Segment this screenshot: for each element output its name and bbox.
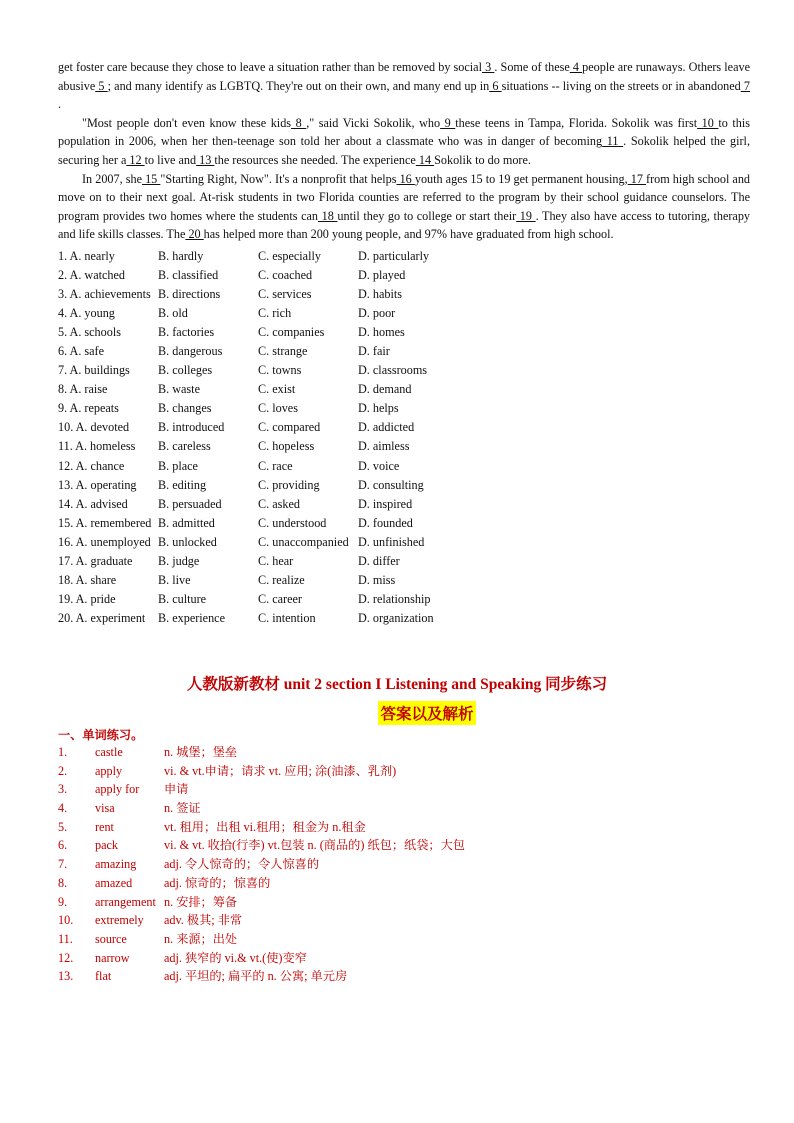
cloze-blank: 3 [481,60,495,74]
answer-section-subtitle [0,701,794,725]
option-choice: B. old [158,306,188,321]
option-choice: B. unlocked [158,534,217,549]
passage-text: the resources she needed. The experience [214,152,416,167]
option-choice: 11. A. homeless [58,439,136,454]
option-choice: C. coached [258,268,313,283]
option-choice: 15. A. remembered [58,515,152,530]
option-choice: B. changes [158,401,212,416]
passage-text: ; and many identify as LGBTQ. They're out on their own, and many end up in [107,78,490,93]
option-choice: B. careless [158,439,211,454]
option-choice: C. rich [258,306,292,321]
passage-text: has helped more than 200 young people, and 97% have graduated from high school. [203,227,614,242]
vocab-word: amazed [95,875,133,890]
vocab-definition: vt. 租用；出租 vi.租用；租金为 n.租金 [164,819,366,834]
option-choice: 12. A. chance [58,458,125,473]
cloze-blank: 18 [318,208,338,223]
option-choice: B. waste [158,382,200,397]
option-choice: D. fair [358,344,390,359]
option-choice: B. persuaded [158,496,222,511]
vocab-word: flat [95,969,112,984]
option-choice: C. career [258,591,302,606]
option-choice: 5. A. schools [58,325,121,340]
passage-text: get foster care because they chose to leave a situation rather than be removed by social [58,60,482,74]
option-choice: 17. A. graduate [58,553,133,568]
vocab-number: 5. [58,819,68,834]
cloze-blank: 14 [415,152,435,167]
option-choice: 16. A. unemployed [58,534,151,549]
option-choice: D. inspired [358,496,413,511]
option-choice: B. judge [158,553,200,568]
cloze-blank: 4 [569,60,583,74]
option-choice: 20. A. experiment [58,610,146,625]
passage-paragraph-1 [58,58,750,114]
option-choice: D. demand [358,382,412,397]
passage-text: . [58,97,62,112]
option-choice: D. homes [358,325,405,340]
vocab-word: arrangement [95,894,156,909]
vocab-word: visa [95,801,115,816]
vocab-definition: 申请 [164,782,189,797]
vocab-definition: adj. 令人惊奇的；令人惊喜的 [164,857,320,872]
option-choice: C. services [258,287,312,302]
option-choice: D. differ [358,553,400,568]
option-choice: B. editing [158,477,207,492]
option-choice: D. particularly [358,249,430,263]
option-choice: 10. A. devoted [58,420,130,435]
option-choice: 8. A. raise [58,382,108,397]
vocab-number: 13. [58,969,74,984]
passage-text: to live and [144,152,197,167]
vocab-definition: n. 安排；筹备 [164,894,238,909]
vocab-number: 2. [58,763,68,778]
vocab-word: rent [95,819,114,834]
vocab-definition: n. 签证 [164,801,201,816]
cloze-blank: 15 [141,171,161,186]
option-choice: 19. A. pride [58,591,116,606]
option-choice: 4. A. young [58,306,115,321]
vocab-word: source [95,931,127,946]
option-choice: C. asked [258,496,300,511]
option-choice: 14. A. advised [58,496,128,511]
cloze-blank: 6 [489,78,502,93]
vocab-number: 12. [58,950,74,965]
vocab-word: apply for [95,782,140,797]
option-choice: 7. A. buildings [58,363,130,378]
vocab-number: 10. [58,913,74,928]
option-choice: B. directions [158,287,221,302]
option-choice: C. realize [258,572,305,587]
cloze-blank: 19 [516,208,536,223]
option-choice: D. founded [358,515,413,530]
option-choice: B. classified [158,268,219,283]
vocab-definition: adj. 惊奇的；惊喜的 [164,875,271,890]
option-choice: D. miss [358,572,396,587]
vocab-number: 8. [58,875,68,890]
option-choice: 3. A. achievements [58,287,151,302]
vocab-definition: vi. & vt. 收拾(行李) vt.包装 n. (商品的) 纸包；纸袋；大包 [164,838,465,853]
vocab-word: pack [95,838,119,853]
vocab-definition: vi. & vt.申请；请求 vt. 应用; 涂(油漆、乳剂) [164,763,397,778]
option-choice: D. helps [358,401,399,416]
vocab-number: 11. [58,931,73,946]
passage-text: youth ages 15 to 19 get permanent housing, [414,171,628,186]
option-choice: C. intention [258,610,316,625]
passage-text: "Starting Right, Now". It's a nonprofit that helps [160,171,397,186]
option-choice: D. organization [358,610,434,625]
cloze-blank: 13 [196,152,215,167]
option-choice: B. culture [158,591,207,606]
option-choice: D. habits [358,287,403,302]
option-choice: B. live [158,572,191,587]
passage-text: "Most people don't even know these kids [82,115,292,130]
option-choice: D. poor [358,306,396,321]
cloze-blank: 11 [602,134,624,149]
vocab-number: 7. [58,857,68,872]
vocab-word: castle [95,745,123,759]
vocab-number: 4. [58,801,68,816]
option-choice: C. strange [258,344,308,359]
passage-paragraph-3 [58,170,750,244]
option-choice: B. factories [158,325,215,340]
passage-text: ," said Vicki Sokolik, who [306,115,441,130]
vocab-definition: n. 城堡；堡垒 [164,745,238,759]
passage-text: until they go to college or start their [337,208,517,223]
option-choice: B. hardly [158,249,204,263]
option-choice: B. experience [158,610,225,625]
cloze-blank: 20 [185,227,204,242]
option-choice: B. dangerous [158,344,223,359]
option-choice: D. aimless [358,439,410,454]
passage-text: people are runaways. Others leave abusive [58,60,750,93]
vocab-definition: n. 来源；出处 [164,931,238,946]
vocab-number: 6. [58,838,68,853]
vocab-number: 1. [58,745,68,759]
answer-section-title: 人教版新教材 unit 2 section I Listening and Speaking 同步练习 [186,676,608,693]
passage-text: . Some of these [494,60,570,74]
option-choice: D. addicted [358,420,415,435]
option-choice: D. consulting [358,477,424,492]
option-choice: C. race [258,458,293,473]
passage-text: In 2007, she [82,171,142,186]
cloze-passage [58,58,750,244]
option-choice: B. place [158,458,198,473]
passage-text: Sokolik to do more. [434,152,531,167]
cloze-blank: 17 [627,171,647,186]
option-choice: D. classrooms [358,363,428,378]
option-choice: C. hear [258,553,294,568]
option-choice: D. voice [358,458,400,473]
option-choice: 2. A. watched [58,268,126,283]
passage-paragraph-2 [58,114,750,170]
passage-text: these teens in Tampa, Florida. Sokolik was first [455,115,698,130]
option-choice: D. unfinished [358,534,425,549]
vocab-word: extremely [95,913,144,928]
option-choice: B. introduced [158,420,225,435]
option-choice: D. relationship [358,591,431,606]
option-choice: C. exist [258,382,296,397]
passage-text: to this population in 2006, when her then-teenage son told her about a classmate who was in danger of becoming [58,115,751,149]
vocab-word: narrow [95,950,130,965]
cloze-blank: 7 [740,78,751,93]
passage-text: . Sokolik helped the girl, securing her a [58,134,750,167]
option-choice: 18. A. share [58,572,117,587]
passage-text: situations -- living on the streets or in abandoned [501,78,741,93]
cloze-blank: 16 [396,171,415,186]
option-choice: C. hopeless [258,439,315,454]
vocab-definition: adj. 平坦的; 扁平的 n. 公寓; 单元房 [164,969,348,984]
option-choice: C. providing [258,477,320,492]
option-choice: B. admitted [158,515,215,530]
option-choice: B. colleges [158,363,213,378]
option-choice: C. especially [258,249,321,263]
passage-text: from high school and move on to their next goal. At-risk students in two Florida counties are referred to the program by their school guidance counselors. The program provides two homes where the students can [58,171,751,223]
vocab-number: 3. [58,782,68,797]
option-choice: C. towns [258,363,302,378]
option-choice: C. companies [258,325,325,340]
option-choice: 6. A. safe [58,344,105,359]
option-choice: C. compared [258,420,321,435]
vocab-number: 9. [58,894,68,909]
option-choice: C. understood [258,515,327,530]
option-choice: C. loves [258,401,298,416]
option-choice: C. unaccompanied [258,534,349,549]
vocab-word: amazing [95,857,137,872]
answer-subtitle-highlight: 答案以及解析 [378,701,475,725]
cloze-blank: 10 [697,115,719,130]
option-choice: D. played [358,268,406,283]
vocab-definition: adv. 极其; 非常 [164,913,243,928]
option-choice: 1. A. nearly [58,249,115,263]
option-choice: 9. A. repeats [58,401,119,416]
cloze-blank: 8 [291,115,307,130]
vocab-word: apply [95,763,123,778]
cloze-blank: 9 [440,115,456,130]
passage-text: . They also have access to tutoring, therapy and life skills classes. The [58,208,751,242]
cloze-blank: 5 [95,78,108,93]
vocab-exercise-heading: 一、单词练习。 [58,728,144,742]
option-choice: 13. A. operating [58,477,137,492]
cloze-blank: 12 [126,152,145,167]
vocab-definition: adj. 狭窄的 vi.& vt.(使)变窄 [164,950,307,965]
